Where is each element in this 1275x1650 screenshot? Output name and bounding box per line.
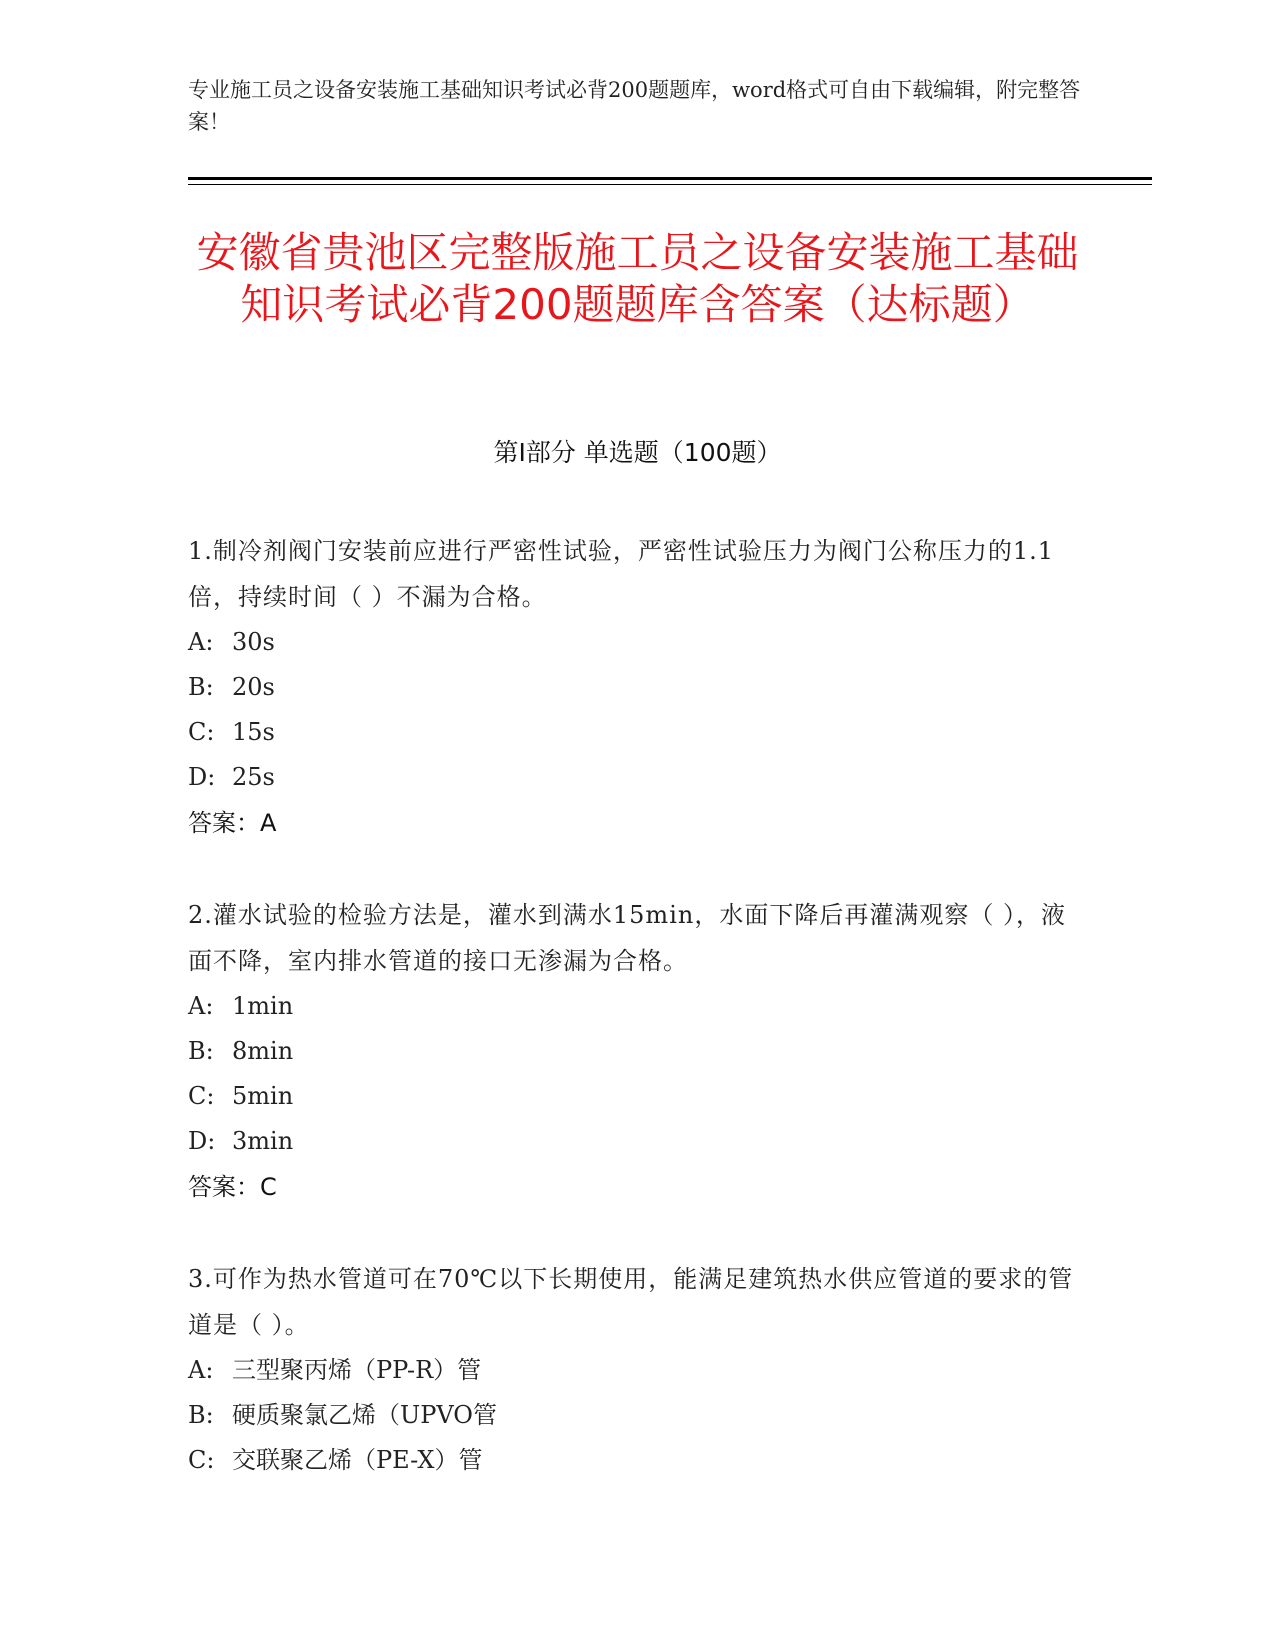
option-text: 1min [232,992,294,1020]
option-letter: B: [188,1037,214,1065]
question-list [188,528,1088,1529]
answer: 答案：C [188,1173,277,1201]
option-letter: B: [188,1401,214,1429]
option-c [188,1074,1088,1119]
option-d [188,755,1088,800]
option-text: 3min [232,1127,294,1155]
option-a [188,1348,1088,1393]
header-divider-thick [188,177,1152,180]
option-letter: C: [188,718,215,746]
option-letter: D: [188,763,216,791]
option-text: 25s [232,763,275,791]
option-text: 20s [232,673,275,701]
option-letter: B: [188,673,214,701]
option-a [188,620,1088,665]
option-letter: A: [188,628,214,656]
option-letter: A: [188,1356,214,1384]
option-letter: C: [188,1446,215,1474]
question-text: 2.灌水试验的检验方法是，灌水到满水15min，水面下降后再灌满观察（ ），液面不降，室内排水管道的接口无渗漏为合格。 [188,901,1066,975]
option-d [188,1119,1088,1164]
option-b [188,665,1088,710]
question-1 [188,528,1088,846]
option-b [188,1029,1088,1074]
option-text: 8min [232,1037,294,1065]
option-b [188,1393,1088,1438]
question-3 [188,1256,1088,1483]
option-text: 30s [232,628,275,656]
option-c [188,1438,1088,1483]
option-text: 三型聚丙烯（PP-R）管 [232,1356,482,1384]
option-text: 5min [232,1082,294,1110]
option-c [188,710,1088,755]
option-text: 硬质聚氯乙烯（UPVO管 [232,1401,497,1429]
option-text: 15s [232,718,275,746]
option-a [188,984,1088,1029]
option-text: 交联聚乙烯（PE-X）管 [232,1446,483,1474]
answer: 答案：A [188,809,277,837]
header-note: 专业施工员之设备安装施工基础知识考试必背200题题库，word格式可自由下载编辑，附完整答案！ [188,78,1081,134]
header-divider-thin [188,184,1152,185]
document-title: 安徽省贵池区完整版施工员之设备安装施工基础知识考试必背200题题库含答案（达标题） [196,228,1079,329]
question-text: 3.可作为热水管道可在70℃以下长期使用，能满足建筑热水供应管道的要求的管道是（ ）。 [188,1265,1074,1339]
option-letter: D: [188,1127,216,1155]
option-letter: A: [188,992,214,1020]
section-heading: 第Ⅰ部分 单选题（100题） [493,438,782,467]
question-text: 1.制冷剂阀门安装前应进行严密性试验，严密性试验压力为阀门公称压力的1.1倍，持续时间（ ）不漏为合格。 [188,537,1055,611]
option-letter: C: [188,1082,215,1110]
question-2 [188,892,1088,1210]
